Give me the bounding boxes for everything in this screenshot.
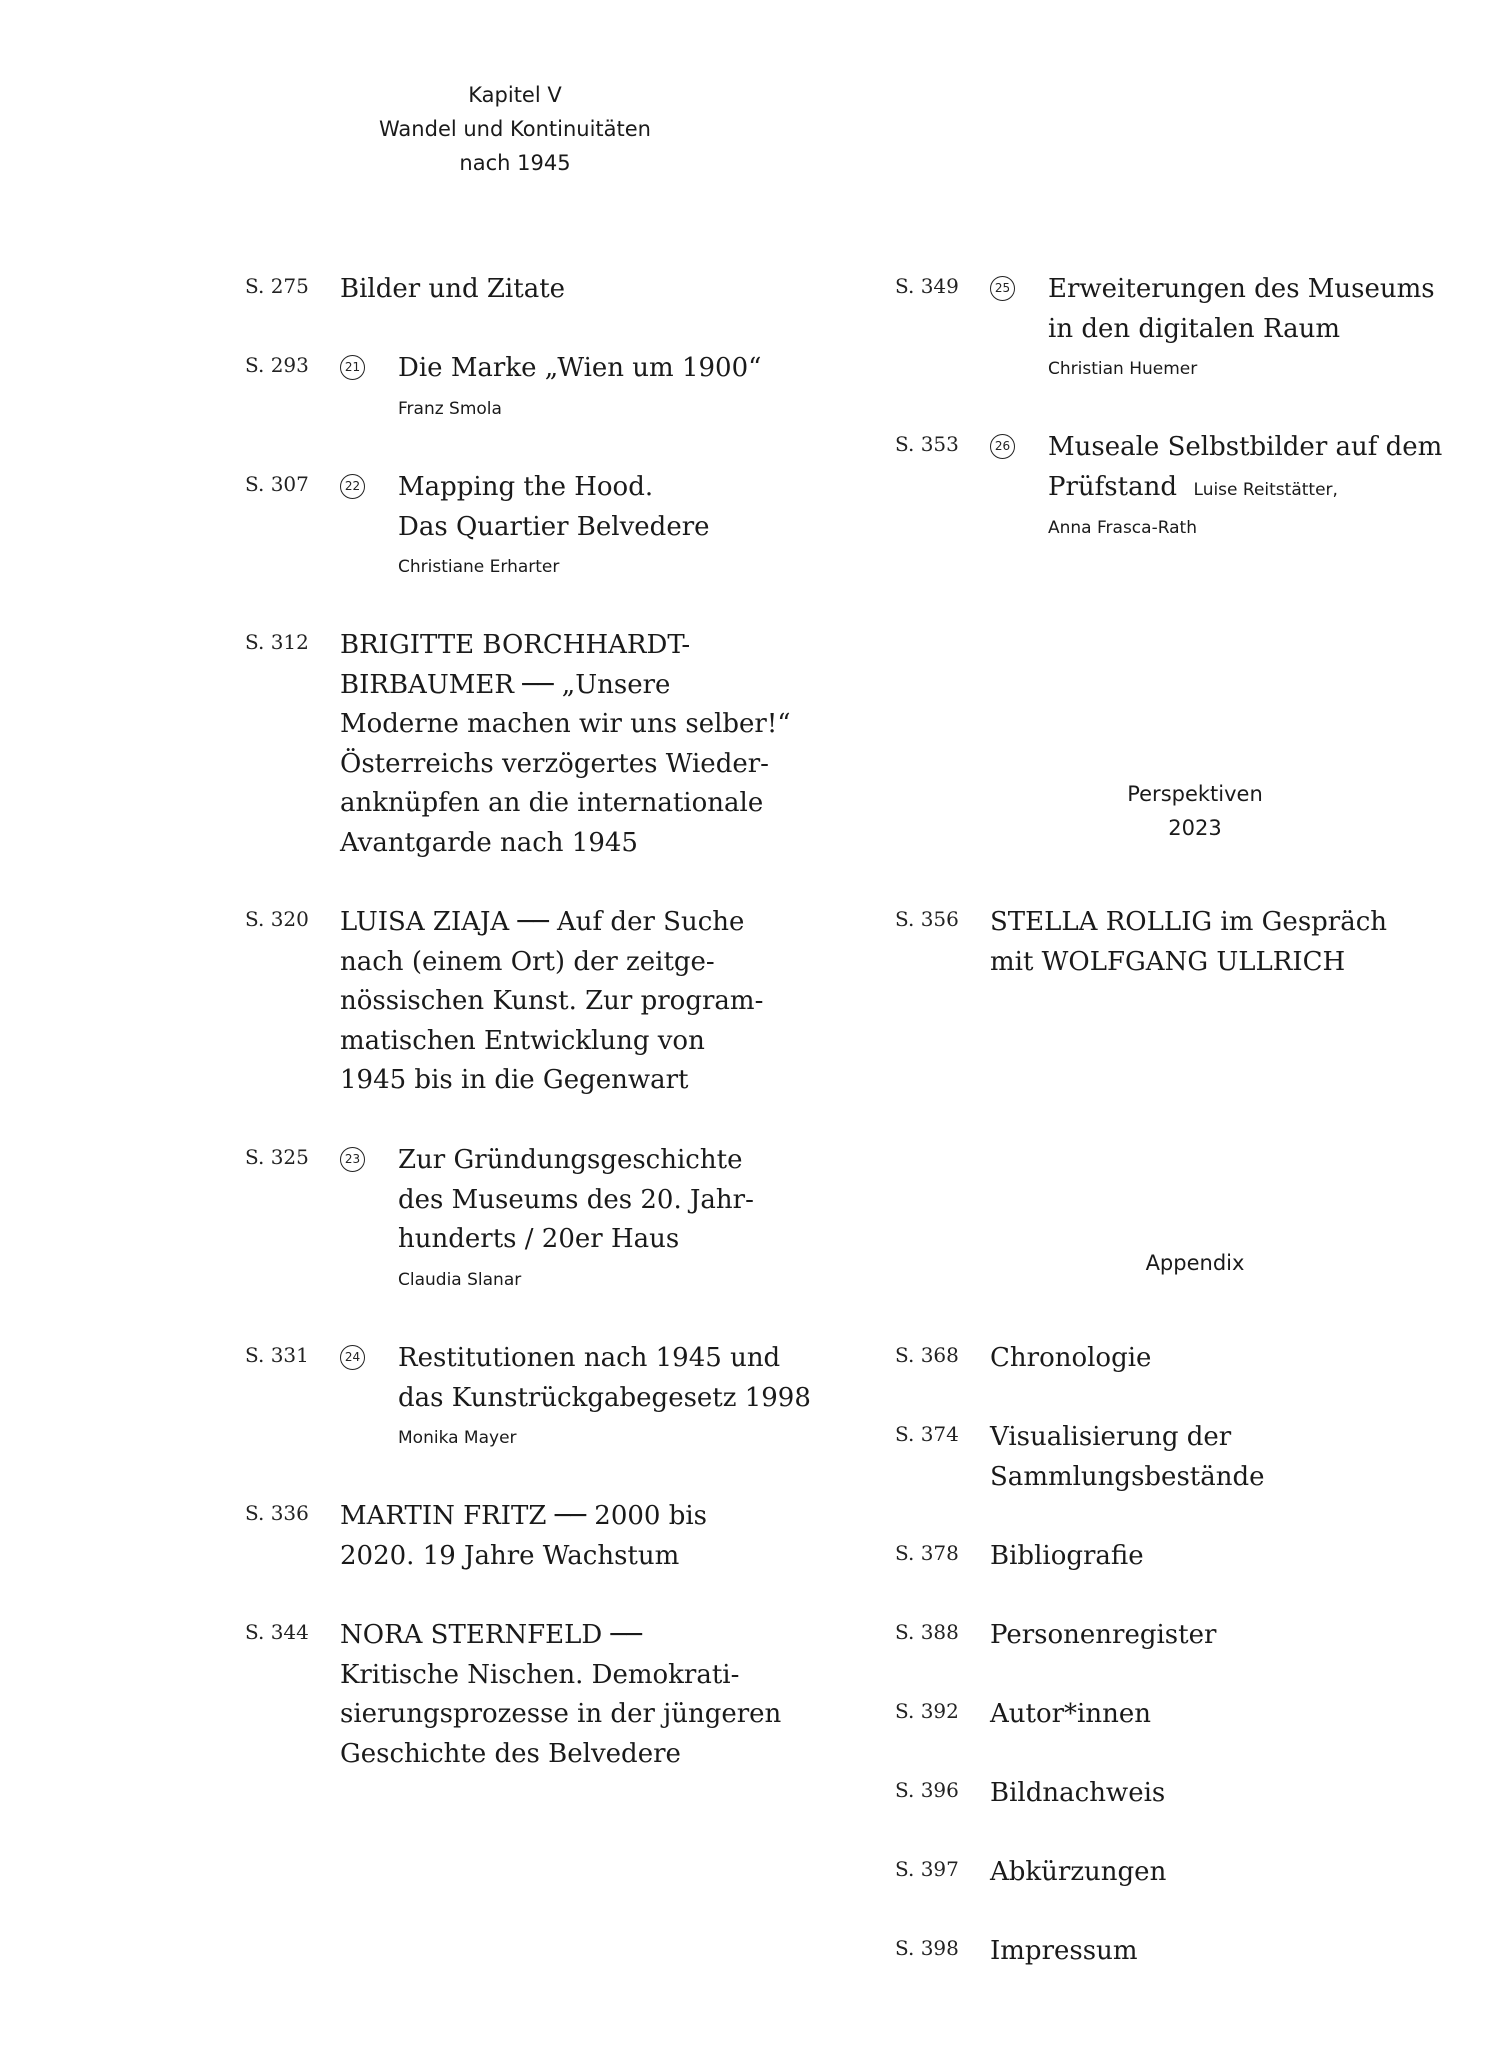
entry-title: Bibliografie bbox=[990, 1541, 1144, 1571]
page-number: S. 396 bbox=[895, 1778, 959, 1802]
chapter-number-badge: 26 bbox=[990, 434, 1015, 459]
entry-title-line: mit WOLFGANG ULLRICH bbox=[990, 946, 1346, 977]
entry-title-line: nach (einem Ort) der zeitge- bbox=[340, 946, 715, 977]
entry-title-line: matischen Entwicklung von bbox=[340, 1025, 705, 1056]
chapter-heading bbox=[350, 78, 680, 180]
entry-author: Luise Reitstätter, bbox=[1193, 479, 1338, 500]
page-number: S. 275 bbox=[245, 274, 309, 298]
page-number: S. 388 bbox=[895, 1620, 959, 1644]
page-number: S. 344 bbox=[245, 1620, 309, 1644]
chapter-title: Wandel und Kontinuitäten bbox=[379, 117, 651, 141]
page-number: S. 374 bbox=[895, 1422, 959, 1446]
entry-title-line: in den digitalen Raum bbox=[1048, 313, 1341, 344]
entry-title-line: Das Quartier Belvedere bbox=[398, 511, 710, 542]
entry-title-line: das Kunstrückgabegesetz 1998 bbox=[398, 1382, 811, 1413]
entry-title-line: Geschichte des Belvedere bbox=[340, 1738, 681, 1769]
page-number: S. 378 bbox=[895, 1541, 959, 1565]
page-number: S. 397 bbox=[895, 1857, 959, 1881]
page-number: S. 331 bbox=[245, 1343, 309, 1367]
entry-title-line: STELLA ROLLIG im Gespräch bbox=[990, 907, 1388, 937]
page-number: S. 398 bbox=[895, 1936, 959, 1960]
entry-author: Monika Mayer bbox=[398, 1428, 517, 1448]
section-heading-perspektiven bbox=[1045, 777, 1345, 845]
page-number: S. 325 bbox=[245, 1145, 309, 1169]
chapter-subtitle: nach 1945 bbox=[459, 151, 571, 175]
entry-title: Chronologie bbox=[990, 1343, 1152, 1373]
entry-title-line: hunderts / 20er Haus bbox=[398, 1224, 680, 1254]
chapter-number-badge: 23 bbox=[340, 1147, 365, 1172]
entry-title-line: Avantgarde nach 1945 bbox=[340, 827, 638, 858]
entry-title: Bildnachweis bbox=[990, 1778, 1166, 1808]
entry-title-line: anknüpfen an die internationale bbox=[340, 788, 764, 818]
entry-title: Personenregister bbox=[990, 1620, 1217, 1650]
entry-title-line: sierungsprozesse in der jüngeren bbox=[340, 1699, 782, 1729]
entry-author: Anna Frasca-Rath bbox=[1048, 518, 1197, 538]
page-number: S. 336 bbox=[245, 1501, 309, 1525]
entry-title-line: Mapping the Hood. bbox=[398, 472, 654, 502]
page-number: S. 320 bbox=[245, 907, 309, 931]
chapter-number-badge: 25 bbox=[990, 276, 1015, 301]
entry-title-line: Kritische Nischen. Demokrati- bbox=[340, 1659, 740, 1690]
entry-title-line: Erweiterungen des Museums bbox=[1048, 274, 1435, 304]
entry-author: Christian Huemer bbox=[1048, 359, 1198, 379]
section-heading-appendix bbox=[1045, 1246, 1345, 1280]
section-year: 2023 bbox=[1168, 816, 1222, 840]
page-number: S. 353 bbox=[895, 432, 959, 456]
page-number: S. 368 bbox=[895, 1343, 959, 1367]
entry-author: Claudia Slanar bbox=[398, 1269, 522, 1290]
page-number: S. 293 bbox=[245, 353, 309, 377]
entry-title-line: 2020. 19 Jahre Wachstum bbox=[340, 1540, 680, 1571]
page-number: S. 312 bbox=[245, 630, 309, 654]
entry-title-line: Österreichs verzögertes Wieder- bbox=[340, 748, 769, 779]
entry-author: Franz Smola bbox=[398, 398, 502, 419]
entry-title-line: Prüfstand bbox=[1048, 471, 1177, 502]
entry-title: Impressum bbox=[990, 1936, 1138, 1966]
entry-title-line: Sammlungsbestände bbox=[990, 1461, 1265, 1492]
entry-title: Autor*innen bbox=[990, 1699, 1151, 1729]
entry-title: Bilder und Zitate bbox=[340, 274, 566, 304]
section-title: Appendix bbox=[1145, 1251, 1245, 1275]
page-number: S. 392 bbox=[895, 1699, 959, 1723]
chapter-number-badge: 22 bbox=[340, 474, 365, 499]
entry-title-line: Visualisierung der bbox=[990, 1422, 1232, 1452]
entry-title-line: NORA STERNFELD ── bbox=[340, 1620, 642, 1650]
chapter-number-badge: 21 bbox=[340, 355, 365, 380]
entry-title-line: Zur Gründungsgeschichte bbox=[398, 1145, 743, 1175]
page-number: S. 349 bbox=[895, 274, 959, 298]
entry-title-line: des Museums des 20. Jahr- bbox=[398, 1184, 754, 1215]
entry-title-line: nössischen Kunst. Zur program- bbox=[340, 986, 764, 1016]
entry-title: Abkürzungen bbox=[990, 1857, 1167, 1887]
page-number: S. 356 bbox=[895, 907, 959, 931]
entry-title-line: LUISA ZIAJA ── Auf der Suche bbox=[340, 907, 745, 937]
entry-title: Die Marke „Wien um 1900“ bbox=[398, 353, 762, 383]
section-title: Perspektiven bbox=[1127, 782, 1263, 806]
entry-title-line: Moderne machen wir uns selber!“ bbox=[340, 709, 791, 739]
page-number: S. 307 bbox=[245, 472, 309, 496]
chapter-number-badge: 24 bbox=[340, 1345, 365, 1370]
entry-title-line: Restitutionen nach 1945 und bbox=[398, 1343, 781, 1373]
entry-title-line: BIRBAUMER ── „Unsere bbox=[340, 669, 671, 700]
entry-title-line: BRIGITTE BORCHHARDT- bbox=[340, 630, 691, 660]
entry-author: Christiane Erharter bbox=[398, 557, 560, 577]
entry-title-line: MARTIN FRITZ ── 2000 bis bbox=[340, 1501, 708, 1531]
entry-title-line: Museale Selbstbilder auf dem bbox=[1048, 432, 1443, 462]
chapter-label: Kapitel V bbox=[468, 83, 562, 107]
entry-title-line: 1945 bis in die Gegenwart bbox=[340, 1065, 689, 1095]
